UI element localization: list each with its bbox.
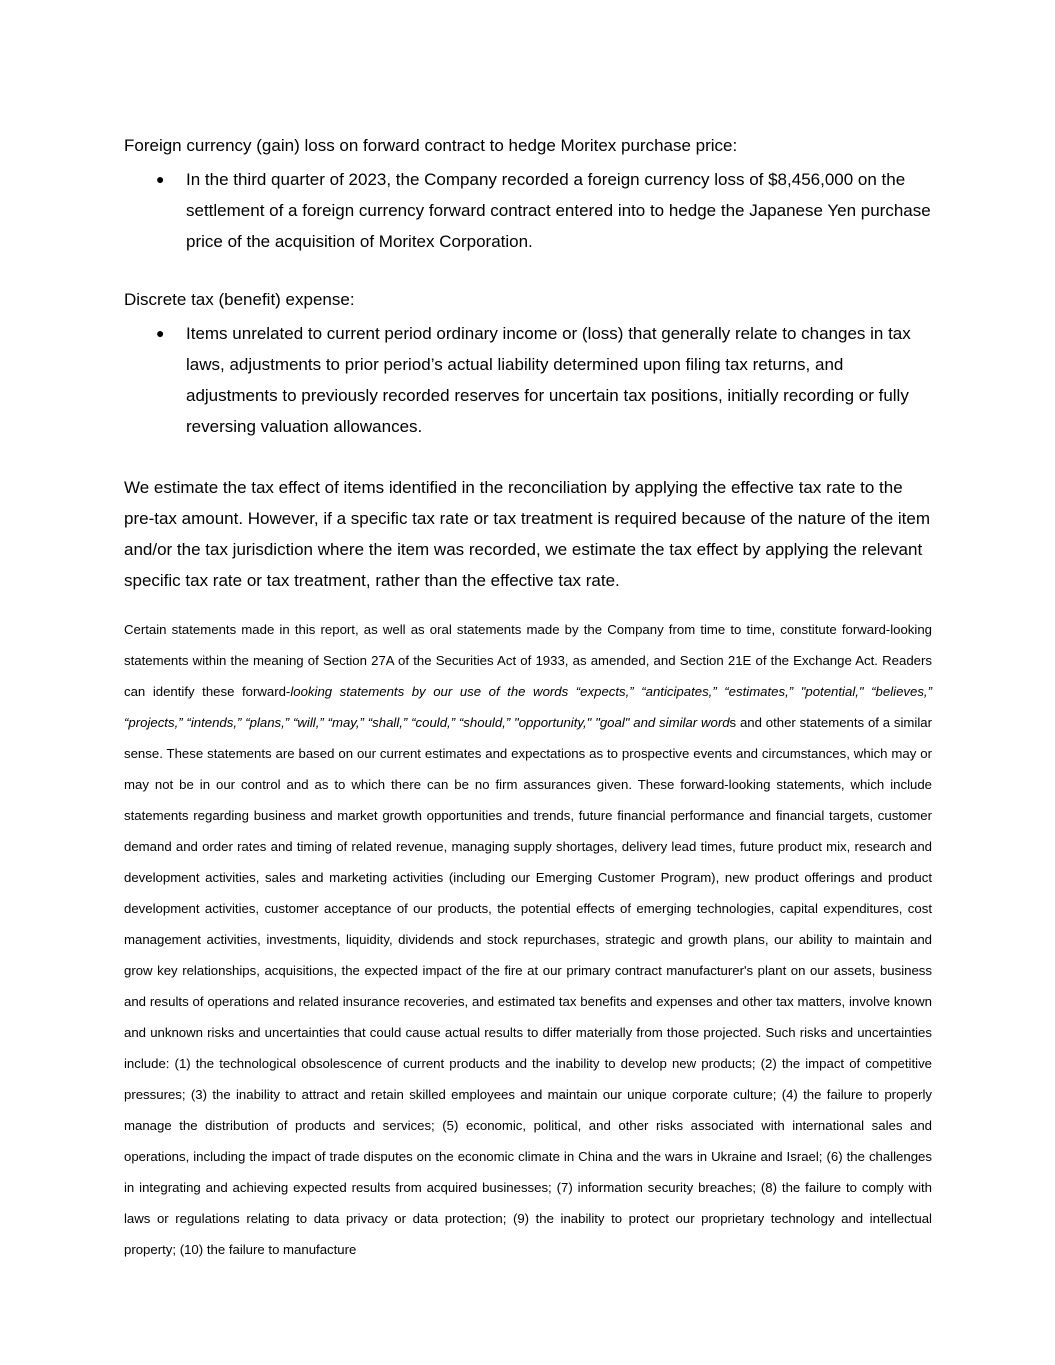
forex-bullet-list (124, 164, 932, 257)
tax-bullet-text: Items unrelated to current period ordinary income or (loss) that generally relate to changes in tax laws, adjustments to prior period’s actual liability determined upon filing tax returns, and adjustments to previously recorded reserves for uncertain tax positions, initially recording or fully reversing valuation allowances. (186, 324, 911, 436)
tax-bullet-list (124, 318, 932, 442)
forex-bullet-item (124, 164, 932, 257)
tax-bullet-item (124, 318, 932, 442)
forward-looking-keywords: looking statements by our use of the words “expects,” “anticipates,” “estimates,” "potential," “believes,” “projects,” “intends,” “plans,” “will,” “may,” “shall,” “could,” “should,” "opportunity," "goal" and similar word (124, 684, 932, 730)
document-page (124, 133, 932, 1265)
forex-heading: Foreign currency (gain) loss on forward contract to hedge Moritex purchase price: (124, 136, 738, 155)
bullet-dot-icon: ● (156, 171, 165, 187)
forward-looking-part1: Certain statements made in this report, as well as oral statements made by the Company from time to time, constitute forward-looking statements within the meaning of Section 27A of the Securities Act of 1933, as amended, and Section 21E of the Exchange Act. Readers can identify these forward- (124, 622, 932, 699)
forex-bullet-text: In the third quarter of 2023, the Company recorded a foreign currency loss of $8,456,000 on the settlement of a foreign currency forward contract entered into to hedge the Japanese Yen purchase price of the acquisition of Moritex Corporation. (186, 170, 931, 251)
tax-estimate-paragraph: We estimate the tax effect of items identified in the reconciliation by applying the effective tax rate to the pre-tax amount. However, if a specific tax rate or tax treatment is required because of the nature of the item and/or the tax jurisdiction where the item was recorded, we estimate the tax effect by applying the relevant specific tax rate or tax treatment, rather than the effective tax rate. (124, 478, 931, 590)
forward-looking-statements (124, 614, 932, 1265)
forward-looking-part3: s and other statements of a similar sense. These statements are based on our current estimates and expectations as to prospective events and circumstances, which may or may not be in our control and as to which there can be no firm assurances given. These forward-looking statements, which include statements regarding business and market growth opportunities and trends, future financial performance and financial targets, customer demand and order rates and timing of related revenue, managing supply shortages, delivery lead times, future product mix, research and development activities, sales and marketing activities (including our Emerging Customer Program), new product offerings and product development activities, customer acceptance of our products, the potential effects of emerging technologies, capital expenditures, cost management activities, investments, liquidity, dividends and stock repurchases, strategic and growth plans, our ability to maintain and grow key relationships, acquisitions, the expected impact of the fire at our primary contract manufacturer's plant on our assets, business and results of operations and related insurance recoveries, and estimated tax benefits and expenses and other tax matters, involve known and unknown risks and uncertainties that could cause actual results to differ materially from those projected. Such risks and uncertainties include: (1) the technological obsolescence of current products and the inability to develop new products; (2) the impact of competitive pressures; (3) the inability to attract and retain skilled employees and maintain our unique corporate culture; (4) the failure to properly manage the distribution of products and services; (5) economic, political, and other risks associated with international sales and operations, including the impact of trade disputes on the economic climate in China and the wars in Ukraine and Israel; (6) the challenges in integrating and achieving expected results from acquired businesses; (7) information security breaches; (8) the failure to comply with laws or regulations relating to data privacy or data protection; (9) the inability to protect our proprietary technology and intellectual property; (10) the failure to manufacture (124, 715, 932, 1257)
tax-heading: Discrete tax (benefit) expense: (124, 290, 355, 309)
bullet-dot-icon: ● (156, 325, 165, 341)
